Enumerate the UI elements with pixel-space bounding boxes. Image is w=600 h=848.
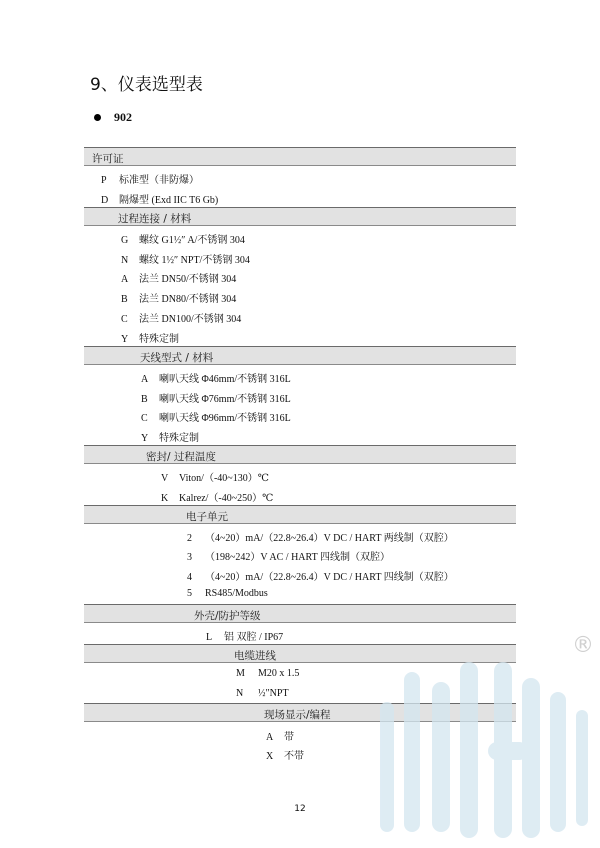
option-row [141, 409, 291, 424]
option-row [187, 529, 454, 544]
option-row [121, 270, 236, 285]
option-code: 3 [187, 552, 192, 563]
option-code: A [141, 374, 149, 385]
option-row [141, 370, 291, 385]
option-text: Viton/（-40~130）℃ [179, 473, 269, 484]
option-row [266, 728, 294, 743]
section-header-label: 过程连接 / 材料 [118, 213, 192, 225]
option-row [236, 668, 299, 679]
section-header-label: 电缆进线 [234, 650, 276, 662]
option-row [266, 747, 304, 762]
option-row [187, 548, 390, 563]
option-code: 2 [187, 533, 192, 544]
option-text: M20 x 1.5 [258, 668, 300, 679]
option-code: B [121, 294, 128, 305]
option-code: P [101, 175, 107, 186]
option-text: 螺纹 G1½″ A/不锈钢 304 [139, 235, 245, 246]
option-row [187, 588, 268, 599]
registered-mark: ® [572, 633, 594, 658]
option-text: 法兰 DN50/不锈钢 304 [139, 274, 237, 285]
section-header-label: 外壳/防护等级 [194, 610, 261, 622]
section-header-license [84, 147, 516, 166]
option-text: RS485/Modbus [205, 588, 268, 599]
section-header-label: 密封/ 过程温度 [146, 451, 216, 463]
option-text: 特殊定制 [159, 433, 199, 444]
option-row [121, 251, 250, 266]
option-code: C [141, 413, 148, 424]
option-text: 带 [284, 732, 294, 743]
option-row [236, 688, 289, 699]
option-code: X [266, 751, 274, 762]
page-number: 12 [294, 804, 306, 814]
option-code: B [141, 394, 148, 405]
option-text: （4~20）mA/（22.8~26.4）V DC / HART 四线制（双腔） [205, 572, 454, 583]
section-header-label: 电子单元 [186, 511, 228, 523]
option-text: 不带 [284, 751, 304, 762]
option-row [161, 489, 273, 504]
page-title: 9、仪表选型表 [90, 75, 203, 95]
section-header-label: 天线型式 / 材料 [140, 352, 214, 364]
option-row [101, 171, 199, 186]
option-text: 法兰 DN80/不锈钢 304 [139, 294, 237, 305]
option-row [121, 231, 245, 246]
option-code: A [121, 274, 129, 285]
option-row [121, 330, 179, 345]
section-header-antenna [84, 346, 516, 365]
option-row [206, 628, 283, 643]
option-code: K [161, 493, 169, 504]
option-text: ½″NPT [258, 688, 289, 699]
option-code: D [101, 195, 109, 206]
option-row [121, 290, 236, 305]
section-header-label: 现场显示/编程 [264, 709, 331, 721]
option-code: V [161, 473, 169, 484]
section-header-process-connection [84, 207, 516, 226]
option-code: L [206, 632, 213, 643]
bullet-icon [94, 114, 101, 121]
option-row [141, 429, 199, 444]
model-number: 902 [114, 110, 132, 124]
option-text: （4~20）mA/（22.8~26.4）V DC / HART 两线制（双腔） [205, 533, 454, 544]
option-code: G [121, 235, 129, 246]
option-row [141, 390, 291, 405]
option-text: 隔爆型 (Exd IIC T6 Gb) [119, 195, 219, 206]
option-text: 喇叭天线 Φ96mm/不锈钢 316L [159, 413, 291, 424]
option-text: （198~242）V AC / HART 四线制（双腔） [205, 552, 391, 563]
option-row [187, 568, 454, 583]
option-text: 特殊定制 [139, 334, 179, 345]
option-text: 喇叭天线 Φ46mm/不锈钢 316L [159, 374, 291, 385]
option-row [101, 191, 218, 206]
option-code: 5 [187, 588, 192, 599]
option-code: M [236, 668, 245, 679]
option-code: N [121, 255, 129, 266]
option-text: 标准型（非防爆） [119, 175, 199, 186]
watermark-logo [372, 622, 600, 848]
option-text: 铝 双腔 / IP67 [224, 632, 284, 643]
section-header-electronics [84, 505, 516, 524]
option-code: Y [141, 433, 149, 444]
option-code: C [121, 314, 128, 325]
option-text: 喇叭天线 Φ76mm/不锈钢 316L [159, 394, 291, 405]
option-row [121, 310, 241, 325]
option-text: 螺纹 1½″ NPT/不锈钢 304 [139, 255, 250, 266]
option-text: Kalrez/（-40~250）℃ [179, 493, 274, 504]
option-code: A [266, 732, 274, 743]
option-code: 4 [187, 572, 192, 583]
option-code: Y [121, 334, 129, 345]
section-header-housing [84, 604, 516, 623]
option-code: N [236, 688, 244, 699]
section-header-seal [84, 445, 516, 464]
option-row [161, 469, 269, 484]
option-text: 法兰 DN100/不锈钢 304 [139, 314, 242, 325]
section-header-label: 许可证 [92, 153, 124, 165]
